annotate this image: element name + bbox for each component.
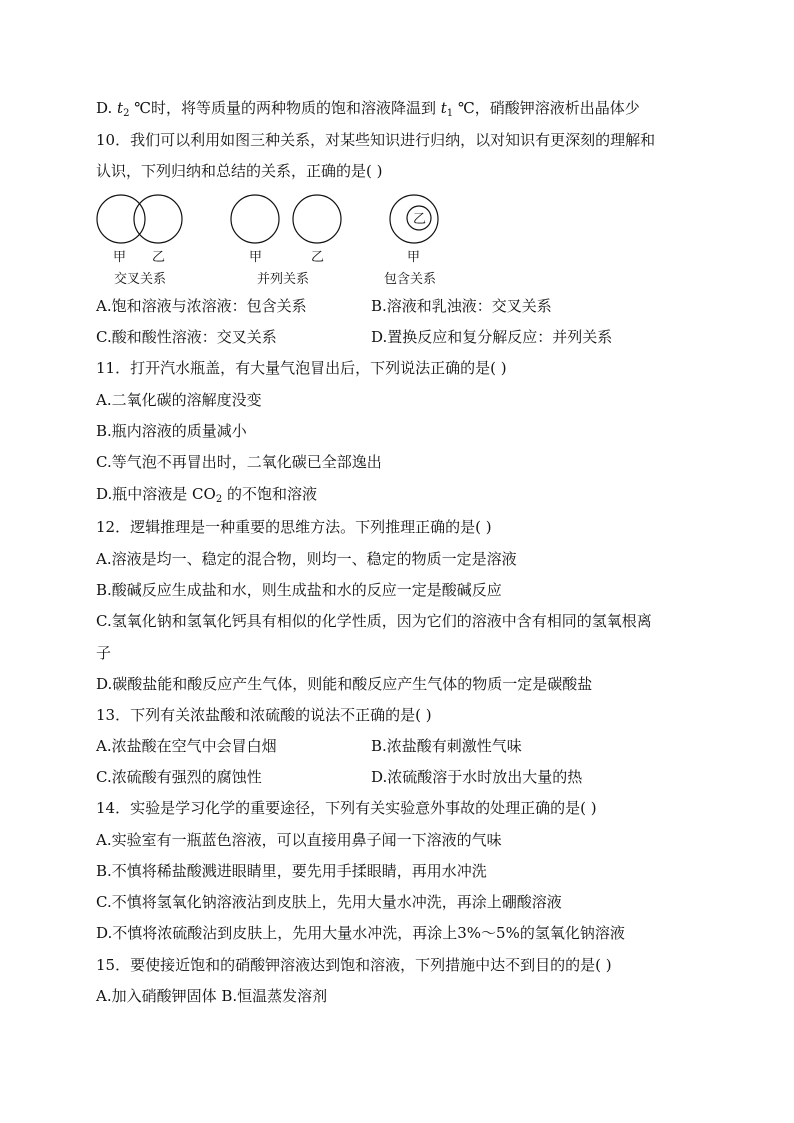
q12-option-c-line2: 子 [96, 644, 112, 662]
q13-stem: 13．下列有关浓盐酸和浓硫酸的说法不正确的是( ) [96, 706, 432, 724]
cross-relation-diagram [97, 195, 182, 287]
contain-caption: 包含关系 [384, 272, 437, 287]
parallel-relation-diagram [231, 195, 341, 287]
cross-circle-jia [97, 195, 145, 243]
q9-option-d: D. $t_2$ ℃时，将等质量的两种物质的饱和溶液降温到 $t_1$ ℃，硝酸钾溶液析出晶体少 [96, 99, 640, 119]
cross-label-jia: 甲 [113, 250, 127, 265]
q15-options-ab: A.加入硝酸钾固体 B.恒温蒸发溶剂 [96, 987, 328, 1005]
parallel-circle-yi [293, 195, 341, 243]
q13-option-b: B.浓盐酸有刺激性气味 [371, 737, 522, 755]
q11-option-b: B.瓶内溶液的质量减小 [96, 422, 247, 440]
q13-option-c: C.浓硫酸有强烈的腐蚀性 [96, 768, 262, 786]
contain-label-yi: 乙 [413, 212, 427, 227]
q13-option-a: A.浓盐酸在空气中会冒白烟 [96, 737, 277, 755]
q11-option-d: D.瓶中溶液是 $CO_2$ 的不饱和溶液 [96, 485, 317, 505]
parallel-caption: 并列关系 [257, 272, 310, 287]
parallel-label-jia: 甲 [249, 250, 263, 265]
q14-option-b: B.不慎将稀盐酸溅进眼睛里，要先用手揉眼睛，再用水冲洗 [96, 862, 487, 880]
q12-option-d: D.碳酸盐能和酸反应产生气体，则能和酸反应产生气体的物质一定是碳酸盐 [96, 675, 593, 693]
q12-option-c-line1: C.氢氧化钠和氢氧化钙具有相似的化学性质，因为它们的溶液中含有相同的氢氧根离 [96, 612, 652, 630]
q10-option-b: B.溶液和乳浊液：交叉关系 [371, 297, 552, 315]
q14-option-c: C.不慎将氢氧化钠溶液沾到皮肤上，先用大量水冲洗，再涂上硼酸溶液 [96, 893, 562, 911]
q14-stem: 14．实验是学习化学的重要途径，下列有关实验意外事故的处理正确的是( ) [96, 799, 597, 817]
cross-label-yi: 乙 [152, 250, 166, 265]
contain-label-jia: 甲 [407, 250, 421, 265]
q11-option-a: A.二氧化碳的溶解度没变 [96, 391, 262, 409]
contain-relation-diagram [384, 195, 438, 287]
q10-stem-line2: 认识，下列归纳和总结的关系，正确的是( ) [96, 162, 383, 180]
q12-option-b: B.酸碱反应生成盐和水，则生成盐和水的反应一定是酸碱反应 [96, 581, 502, 599]
q14-option-d: D.不慎将浓硫酸沾到皮肤上，先用大量水冲洗，再涂上3%～5%的氢氧化钠溶液 [96, 924, 625, 942]
relation-diagram [0, 190, 794, 290]
cross-caption: 交叉关系 [114, 272, 167, 287]
q11-stem: 11．打开汽水瓶盖，有大量气泡冒出后，下列说法正确的是( ) [96, 359, 507, 377]
q14-option-a: A.实验室有一瓶蓝色溶液，可以直接用鼻子闻一下溶液的气味 [96, 831, 502, 849]
cross-circle-yi [134, 195, 182, 243]
parallel-circle-jia [231, 195, 279, 243]
q12-option-a: A.溶液是均一、稳定的混合物，则均一、稳定的物质一定是溶液 [96, 550, 517, 568]
q10-stem-line1: 10．我们可以利用如图三种关系，对某些知识进行归纳，以对知识有更深刻的理解和 [96, 131, 656, 149]
q13-option-d: D.浓硫酸溶于水时放出大量的热 [371, 768, 583, 786]
q10-option-c: C.酸和酸性溶液：交叉关系 [96, 328, 277, 346]
q10-option-a: A.饱和溶液与浓溶液：包含关系 [96, 297, 307, 315]
q12-stem: 12．逻辑推理是一种重要的思维方法。下列推理正确的是( ) [96, 518, 492, 536]
parallel-label-yi: 乙 [311, 250, 325, 265]
q10-option-d: D.置换反应和复分解反应：并列关系 [371, 328, 613, 346]
q15-stem: 15．要使接近饱和的硝酸钾溶液达到饱和溶液，下列措施中达不到目的的是( ) [96, 956, 612, 974]
q11-option-c: C.等气泡不再冒出时，二氧化碳已全部逸出 [96, 453, 382, 471]
